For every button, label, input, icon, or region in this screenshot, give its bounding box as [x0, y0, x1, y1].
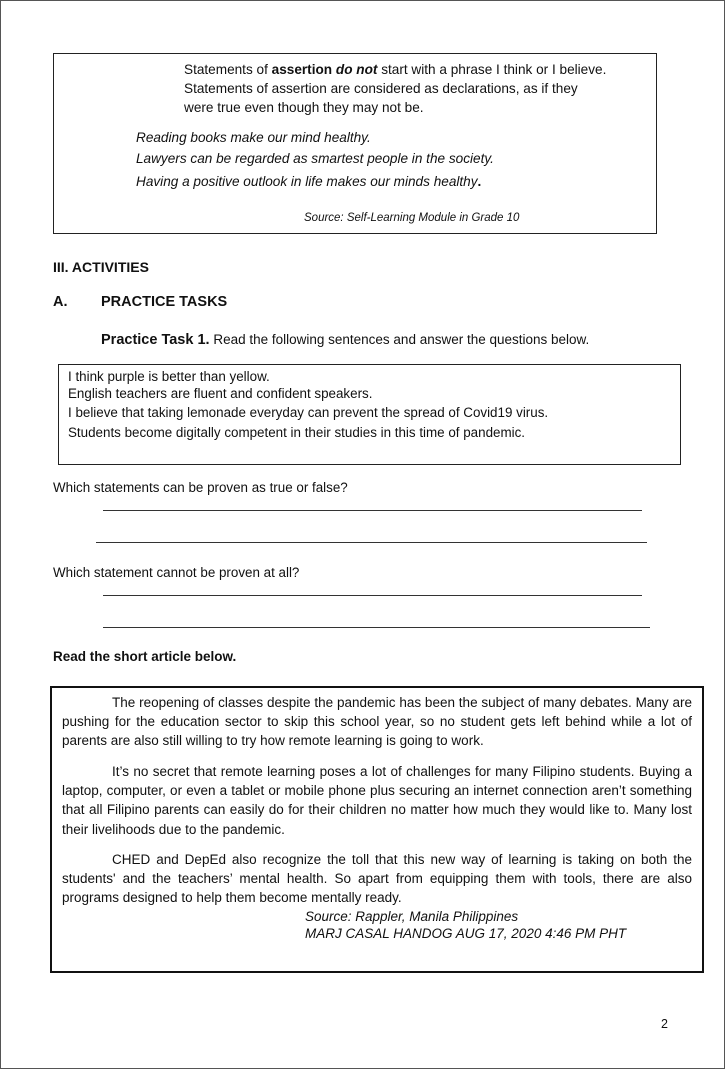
assertion-example: Reading books make our mind healthy.: [136, 130, 371, 145]
answer-line[interactable]: [103, 595, 642, 596]
assertion-example: Having a positive outlook in life makes our minds healthy.: [136, 174, 482, 189]
article-paragraph: The reopening of classes despite the pandemic has been the subject of many debates. Many are pushing for the education sector to skip this school year, so no student gets left behind while a lot of parents are also still willing to try how remote learning is going to work.: [62, 695, 692, 749]
sentence-item: I think purple is better than yellow.: [68, 369, 270, 384]
subsection-letter: A.: [53, 294, 68, 310]
assertion-bold: assertion: [271, 62, 333, 77]
assertion-example: Lawyers can be regarded as smartest people in the society.: [136, 151, 494, 166]
sentences-box: [58, 364, 681, 465]
sentence-item: I believe that taking lemonade everyday can prevent the spread of Covid19 virus.: [68, 405, 549, 420]
page-number: 2: [661, 1017, 668, 1031]
section-heading: III. ACTIVITIES: [53, 259, 149, 275]
practice-task-instruction: Practice Task 1. Read the following sentences and answer the questions below.: [101, 332, 590, 348]
article-box: [50, 686, 704, 973]
sentence-item: English teachers are fluent and confident speakers.: [68, 386, 373, 401]
do-not-emphasis: do not: [335, 62, 378, 77]
article-source-author: MARJ CASAL HANDOG AUG 17, 2020 4:46 PM PHT: [305, 926, 627, 941]
article-paragraph: CHED and DepEd also recognize the toll that this new way of learning is taking on both the students' and the teachers’ mental health. So apart from equipping them with tools, there are also programs designed to help them become mentally ready.: [62, 852, 692, 906]
sentence-item: Students become digitally competent in their studies in this time of pandemic.: [68, 425, 526, 440]
answer-line[interactable]: [103, 510, 642, 511]
practice-task-label: Practice Task 1.: [101, 332, 210, 348]
assertion-source: Source: Self-Learning Module in Grade 10: [304, 212, 520, 224]
article-heading: Read the short article below.: [53, 649, 237, 664]
subsection-title: PRACTICE TASKS: [101, 294, 228, 310]
question: Which statement cannot be proven at all?: [53, 565, 300, 580]
answer-line[interactable]: [96, 542, 647, 543]
question: Which statements can be proven as true or false?: [53, 480, 348, 495]
answer-line[interactable]: [103, 627, 650, 628]
assertion-box: [53, 53, 657, 234]
assertion-intro: Statements of assertion do not start with a phrase I think or I believe. Statements of assertion are considered as declarations, as if they were true even though they may not be.: [184, 62, 607, 115]
article-paragraph: It’s no secret that remote learning poses a lot of challenges for many Filipino students. Buying a laptop, computer, or even a tablet or mobile phone plus securing an internet connection aren’t something that all Filipino parents can easily do for their children no matter how much they would like to. Many lost their livelihoods due to the pandemic.: [62, 764, 692, 837]
article-source: Source: Rappler, Manila Philippines: [305, 909, 519, 924]
